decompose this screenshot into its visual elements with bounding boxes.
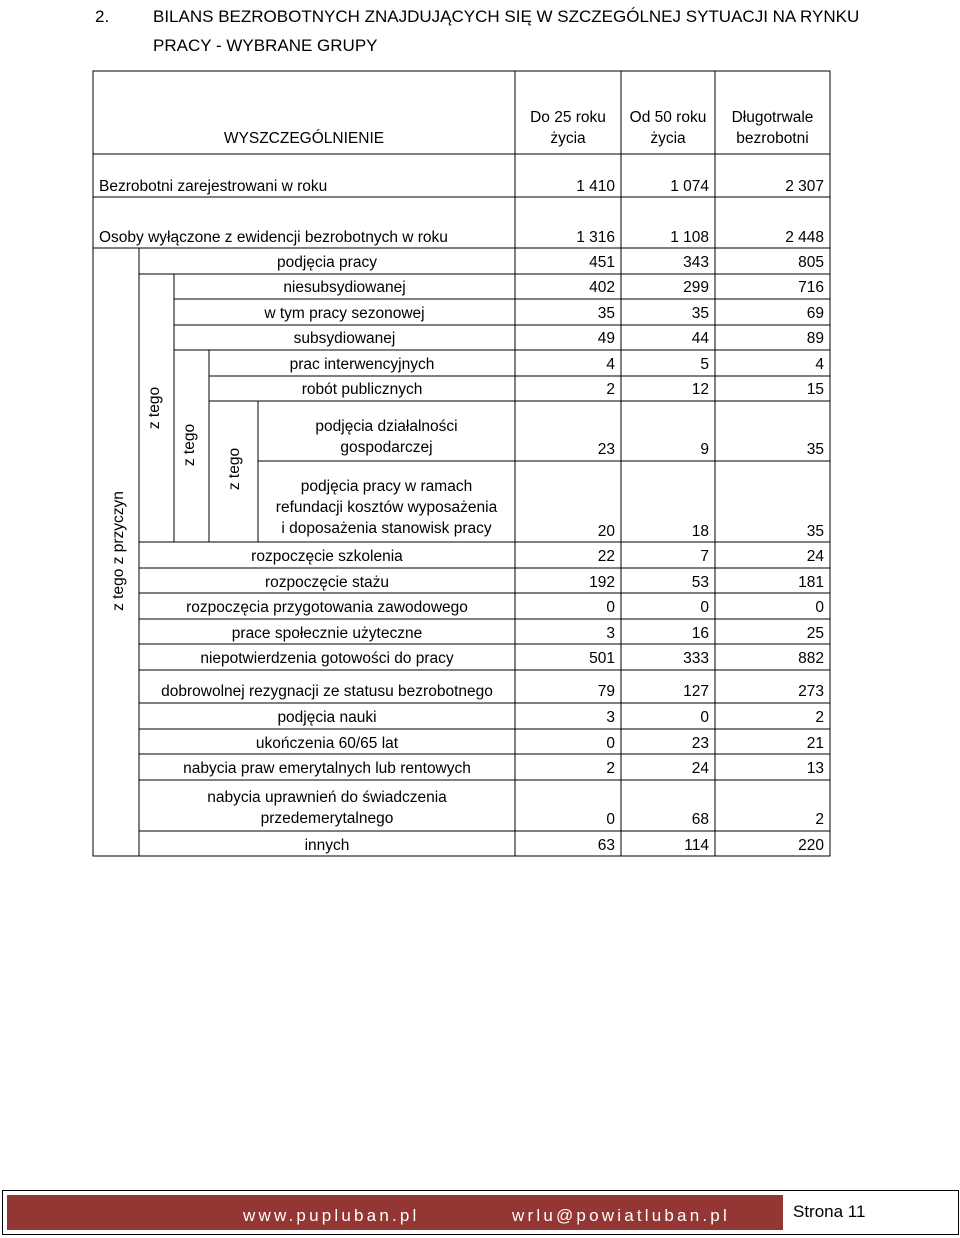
row-value-col3: 21 — [806, 735, 824, 752]
row-value-col2: 16 — [691, 625, 709, 642]
row-value-col3: 2 — [815, 811, 824, 828]
row-label: niesubsydiowanej — [283, 279, 406, 296]
row-value-col2: 1 074 — [670, 178, 709, 195]
footer-email[interactable]: wrlu@powiatluban.pl — [512, 1206, 730, 1225]
row-label: prace społecznie użyteczne — [231, 625, 423, 642]
row-value-col2: 127 — [683, 683, 709, 700]
row-label: subsydiowanej — [293, 330, 396, 347]
footer-page-number: Strona 11 — [793, 1202, 866, 1221]
row-value-col3: 2 448 — [785, 229, 824, 246]
row-value-col3: 4 — [815, 356, 824, 373]
side-label-z-tego-3: z tego — [226, 447, 243, 491]
row-label: nabycia praw emerytalnych lub rentowych — [183, 760, 471, 777]
row-value-col1: 0 — [606, 811, 615, 828]
row-label-line: nabycia uprawnień do świadczenia — [207, 789, 447, 806]
row-value-col2: 23 — [691, 735, 709, 752]
row-value-col3: 89 — [806, 330, 824, 347]
row-label — [258, 416, 515, 458]
row-value-col1: 1 410 — [576, 178, 615, 195]
row-value-col1: 4 — [606, 356, 615, 373]
row-value-col1: 23 — [597, 441, 615, 458]
row-value-col1: 0 — [606, 735, 615, 752]
row-value-col2: 68 — [691, 811, 709, 828]
row-label: rozpoczęcia przygotowania zawodowego — [186, 599, 468, 616]
row-value-col1: 63 — [597, 837, 615, 854]
row-label-line: i doposażenia stanowisk pracy — [281, 520, 492, 537]
row-value-col1: 501 — [589, 650, 615, 667]
row-value-col2: 18 — [691, 523, 709, 540]
row-value-col1: 35 — [597, 305, 615, 322]
row-value-col3: 13 — [806, 760, 824, 777]
row-value-col2: 343 — [683, 254, 709, 271]
row-value-col1: 2 — [606, 760, 615, 777]
row-label-line: podjęcia działalności — [315, 418, 458, 435]
row-value-col2: 12 — [691, 381, 709, 398]
row-label: w tym pracy sezonowej — [264, 305, 425, 322]
row-label — [258, 476, 515, 539]
row-label: prac interwencyjnych — [289, 356, 435, 373]
row-value-col1: 20 — [597, 523, 615, 540]
header-col3-line2: bezrobotni — [736, 130, 809, 147]
header-col3 — [715, 107, 830, 149]
row-value-col2: 24 — [691, 760, 709, 777]
row-value-col3: 24 — [806, 548, 824, 565]
row-value-col1: 3 — [606, 625, 615, 642]
row-value-col3: 882 — [798, 650, 824, 667]
row-value-col3: 805 — [798, 254, 824, 271]
row-value-col2: 333 — [683, 650, 709, 667]
side-label-z-tego-1: z tego — [146, 386, 163, 430]
row-value-col2: 0 — [700, 599, 709, 616]
row-value-col3: 181 — [798, 574, 824, 591]
row-value-col2: 53 — [691, 574, 709, 591]
row-value-col1: 402 — [589, 279, 615, 296]
row-label — [139, 787, 515, 829]
row-value-col3: 273 — [798, 683, 824, 700]
row-value-col3: 69 — [806, 305, 824, 322]
row-value-col1: 79 — [597, 683, 615, 700]
row-label: Bezrobotni zarejestrowani w roku — [99, 178, 328, 195]
row-value-col3: 2 307 — [785, 178, 824, 195]
row-value-col1: 0 — [606, 599, 615, 616]
header-col1 — [515, 107, 621, 149]
row-label-line: podjęcia pracy w ramach — [300, 478, 473, 495]
row-value-col3: 35 — [806, 441, 824, 458]
header-col2-line1: Od 50 roku — [629, 109, 707, 126]
row-label-line: przedemerytalnego — [260, 810, 394, 827]
row-value-col3: 25 — [806, 625, 824, 642]
row-label-line: gospodarczej — [340, 439, 433, 456]
footer-website[interactable]: www.pupluban.pl — [243, 1206, 420, 1225]
header-col2-line2: życia — [650, 130, 686, 147]
header-col3-line1: Długotrwale — [731, 109, 814, 126]
side-label-z-tego-z-przyczyn: z tego z przyczyn — [110, 491, 127, 611]
row-value-col1: 192 — [589, 574, 615, 591]
row-label: rozpoczęcie szkolenia — [251, 548, 403, 565]
row-value-col3: 35 — [806, 523, 824, 540]
row-value-col2: 1 108 — [670, 229, 709, 246]
row-value-col3: 0 — [815, 599, 824, 616]
row-value-col3: 220 — [798, 837, 824, 854]
row-label: robót publicznych — [301, 381, 423, 398]
row-label-line: refundacji kosztów wyposażenia — [275, 499, 498, 516]
header-col1-line1: Do 25 roku — [530, 109, 606, 126]
row-value-col3: 716 — [798, 279, 824, 296]
row-value-col3: 2 — [815, 709, 824, 726]
row-label: podjęcia pracy — [277, 254, 377, 271]
row-value-col3: 15 — [806, 381, 824, 398]
section-number: 2. — [95, 7, 110, 26]
section-title-line1: BILANS BEZROBOTNYCH ZNAJDUJĄCYCH SIĘ W SZCZEGÓLNEJ SYTUACJI NA RYNKU — [153, 7, 860, 26]
side-label-z-tego-2: z tego — [181, 423, 198, 467]
row-label: niepotwierdzenia gotowości do pracy — [200, 650, 454, 667]
row-label: rozpoczęcie stażu — [264, 574, 390, 591]
row-value-col1: 22 — [597, 548, 615, 565]
header-col2 — [621, 107, 715, 149]
section-title-line2: PRACY - WYBRANE GRUPY — [153, 36, 378, 55]
row-label: ukończenia 60/65 lat — [255, 735, 399, 752]
row-value-col2: 9 — [700, 441, 709, 458]
row-value-col2: 5 — [700, 356, 709, 373]
row-value-col1: 49 — [597, 330, 615, 347]
row-value-col2: 299 — [683, 279, 709, 296]
page-footer — [2, 1190, 959, 1235]
row-value-col1: 3 — [606, 709, 615, 726]
row-value-col2: 0 — [700, 709, 709, 726]
row-value-col2: 114 — [684, 837, 709, 854]
footer-bar — [7, 1195, 783, 1230]
row-value-col1: 2 — [606, 381, 615, 398]
row-value-col1: 451 — [589, 254, 615, 271]
row-label: Osoby wyłączone z ewidencji bezrobotnych w roku — [99, 229, 448, 246]
header-col1-line2: życia — [550, 130, 586, 147]
row-value-col2: 7 — [700, 548, 709, 565]
row-label: innych — [304, 837, 350, 854]
row-value-col2: 44 — [691, 330, 709, 347]
row-label: dobrowolnej rezygnacji ze statusu bezrobotnego — [161, 683, 493, 700]
row-value-col1: 1 316 — [576, 229, 615, 246]
row-label: podjęcia nauki — [277, 709, 377, 726]
header-label: WYSZCZEGÓLNIENIE — [223, 130, 385, 147]
row-value-col2: 35 — [691, 305, 709, 322]
